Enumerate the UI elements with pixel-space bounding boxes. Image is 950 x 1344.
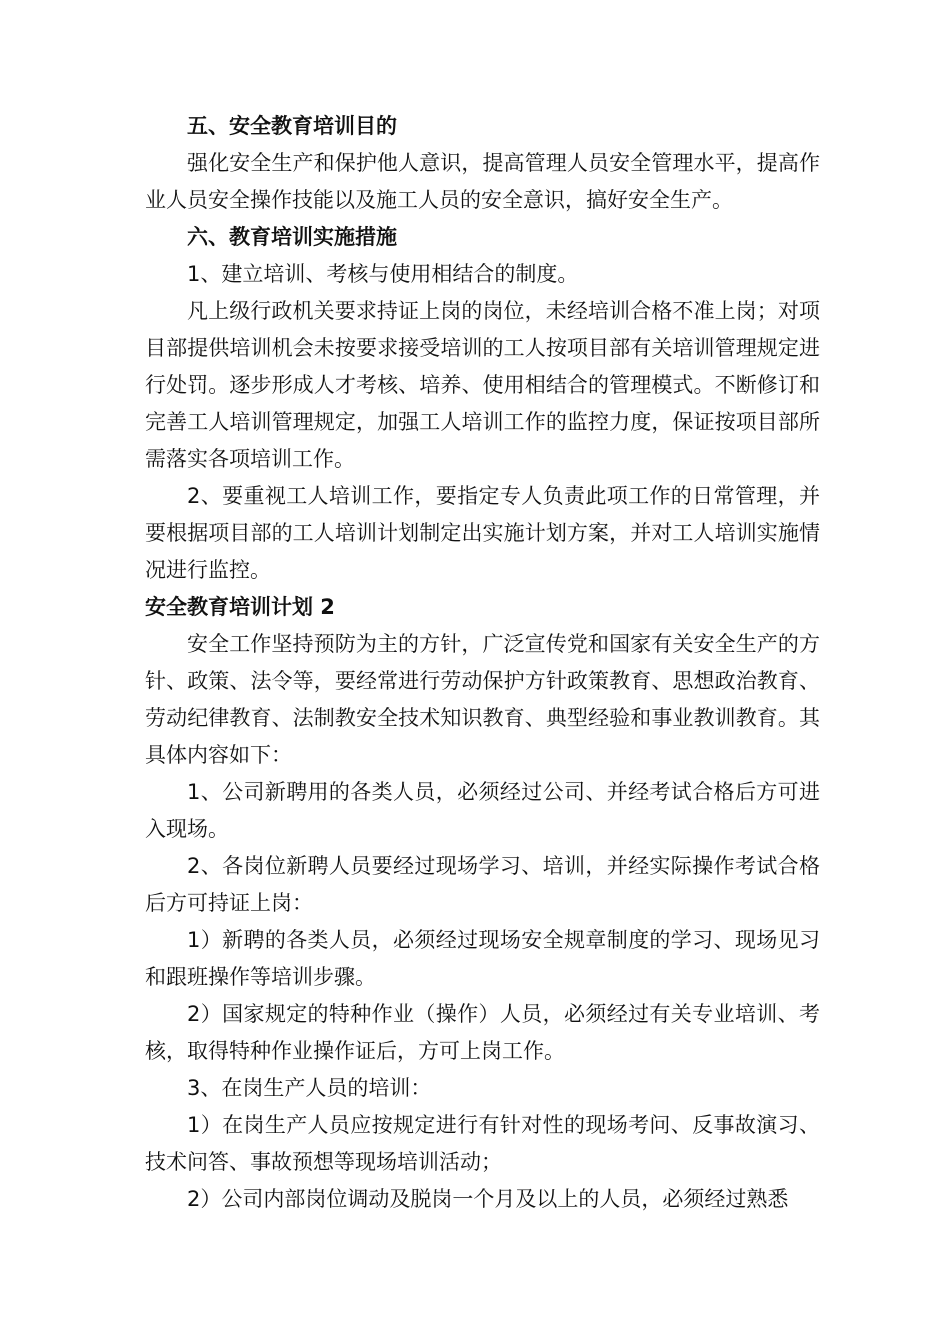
section-heading-purpose: 五、安全教育培训目的 — [187, 114, 397, 138]
paragraph: 2、要重视工人培训工作，要指定专人负责此项工作的日常管理，并要根据项目部的工人培训计划制定出实施计划方案，并对工人培训实施情况进行监控。 — [145, 484, 820, 582]
paragraph: 2）公司内部岗位调动及脱岗一个月及以上的人员，必须经过熟悉 — [187, 1187, 789, 1211]
paragraph: 强化安全生产和保护他人意识，提高管理人员安全管理水平，提高作业人员安全操作技能以及施工人员的安全意识，搞好安全生产。 — [145, 151, 820, 212]
paragraph: 3、在岗生产人员的培训： — [187, 1076, 432, 1100]
paragraph: 安全工作坚持预防为主的方针，广泛宣传党和国家有关安全生产的方针、政策、法令等，要经常进行劳动保护方针政策教育、思想政治教育、劳动纪律教育、法制教安全技术知识教育、典型经验和事业教训教育。其具体内容如下： — [145, 632, 820, 767]
paragraph: 1、建立培训、考核与使用相结合的制度。 — [187, 262, 579, 286]
paragraph: 2、各岗位新聘人员要经过现场学习、培训，并经实际操作考试合格后方可持证上岗： — [145, 854, 820, 915]
document-page — [145, 108, 820, 1218]
paragraph: 凡上级行政机关要求持证上岗的岗位，未经培训合格不准上岗；对项目部提供培训机会未按要求接受培训的工人按项目部有关培训管理规定进行处罚。逐步形成人才考核、培养、使用相结合的管理模式。不断修订和完善工人培训管理规定，加强工人培训工作的监控力度，保证按项目部所需落实各项培训工作。 — [145, 299, 820, 471]
paragraph: 1、公司新聘用的各类人员，必须经过公司、并经考试合格后方可进入现场。 — [145, 780, 820, 841]
section-heading-measures: 六、教育培训实施措施 — [187, 225, 397, 249]
plan-title: 安全教育培训计划 2 — [145, 595, 335, 619]
paragraph: 1）在岗生产人员应按规定进行有针对性的现场考问、反事故演习、技术问答、事故预想等现场培训活动； — [145, 1113, 820, 1174]
paragraph: 2）国家规定的特种作业（操作）人员，必须经过有关专业培训、考核，取得特种作业操作证后，方可上岗工作。 — [145, 1002, 820, 1063]
paragraph: 1）新聘的各类人员，必须经过现场安全规章制度的学习、现场见习和跟班操作等培训步骤。 — [145, 928, 820, 989]
